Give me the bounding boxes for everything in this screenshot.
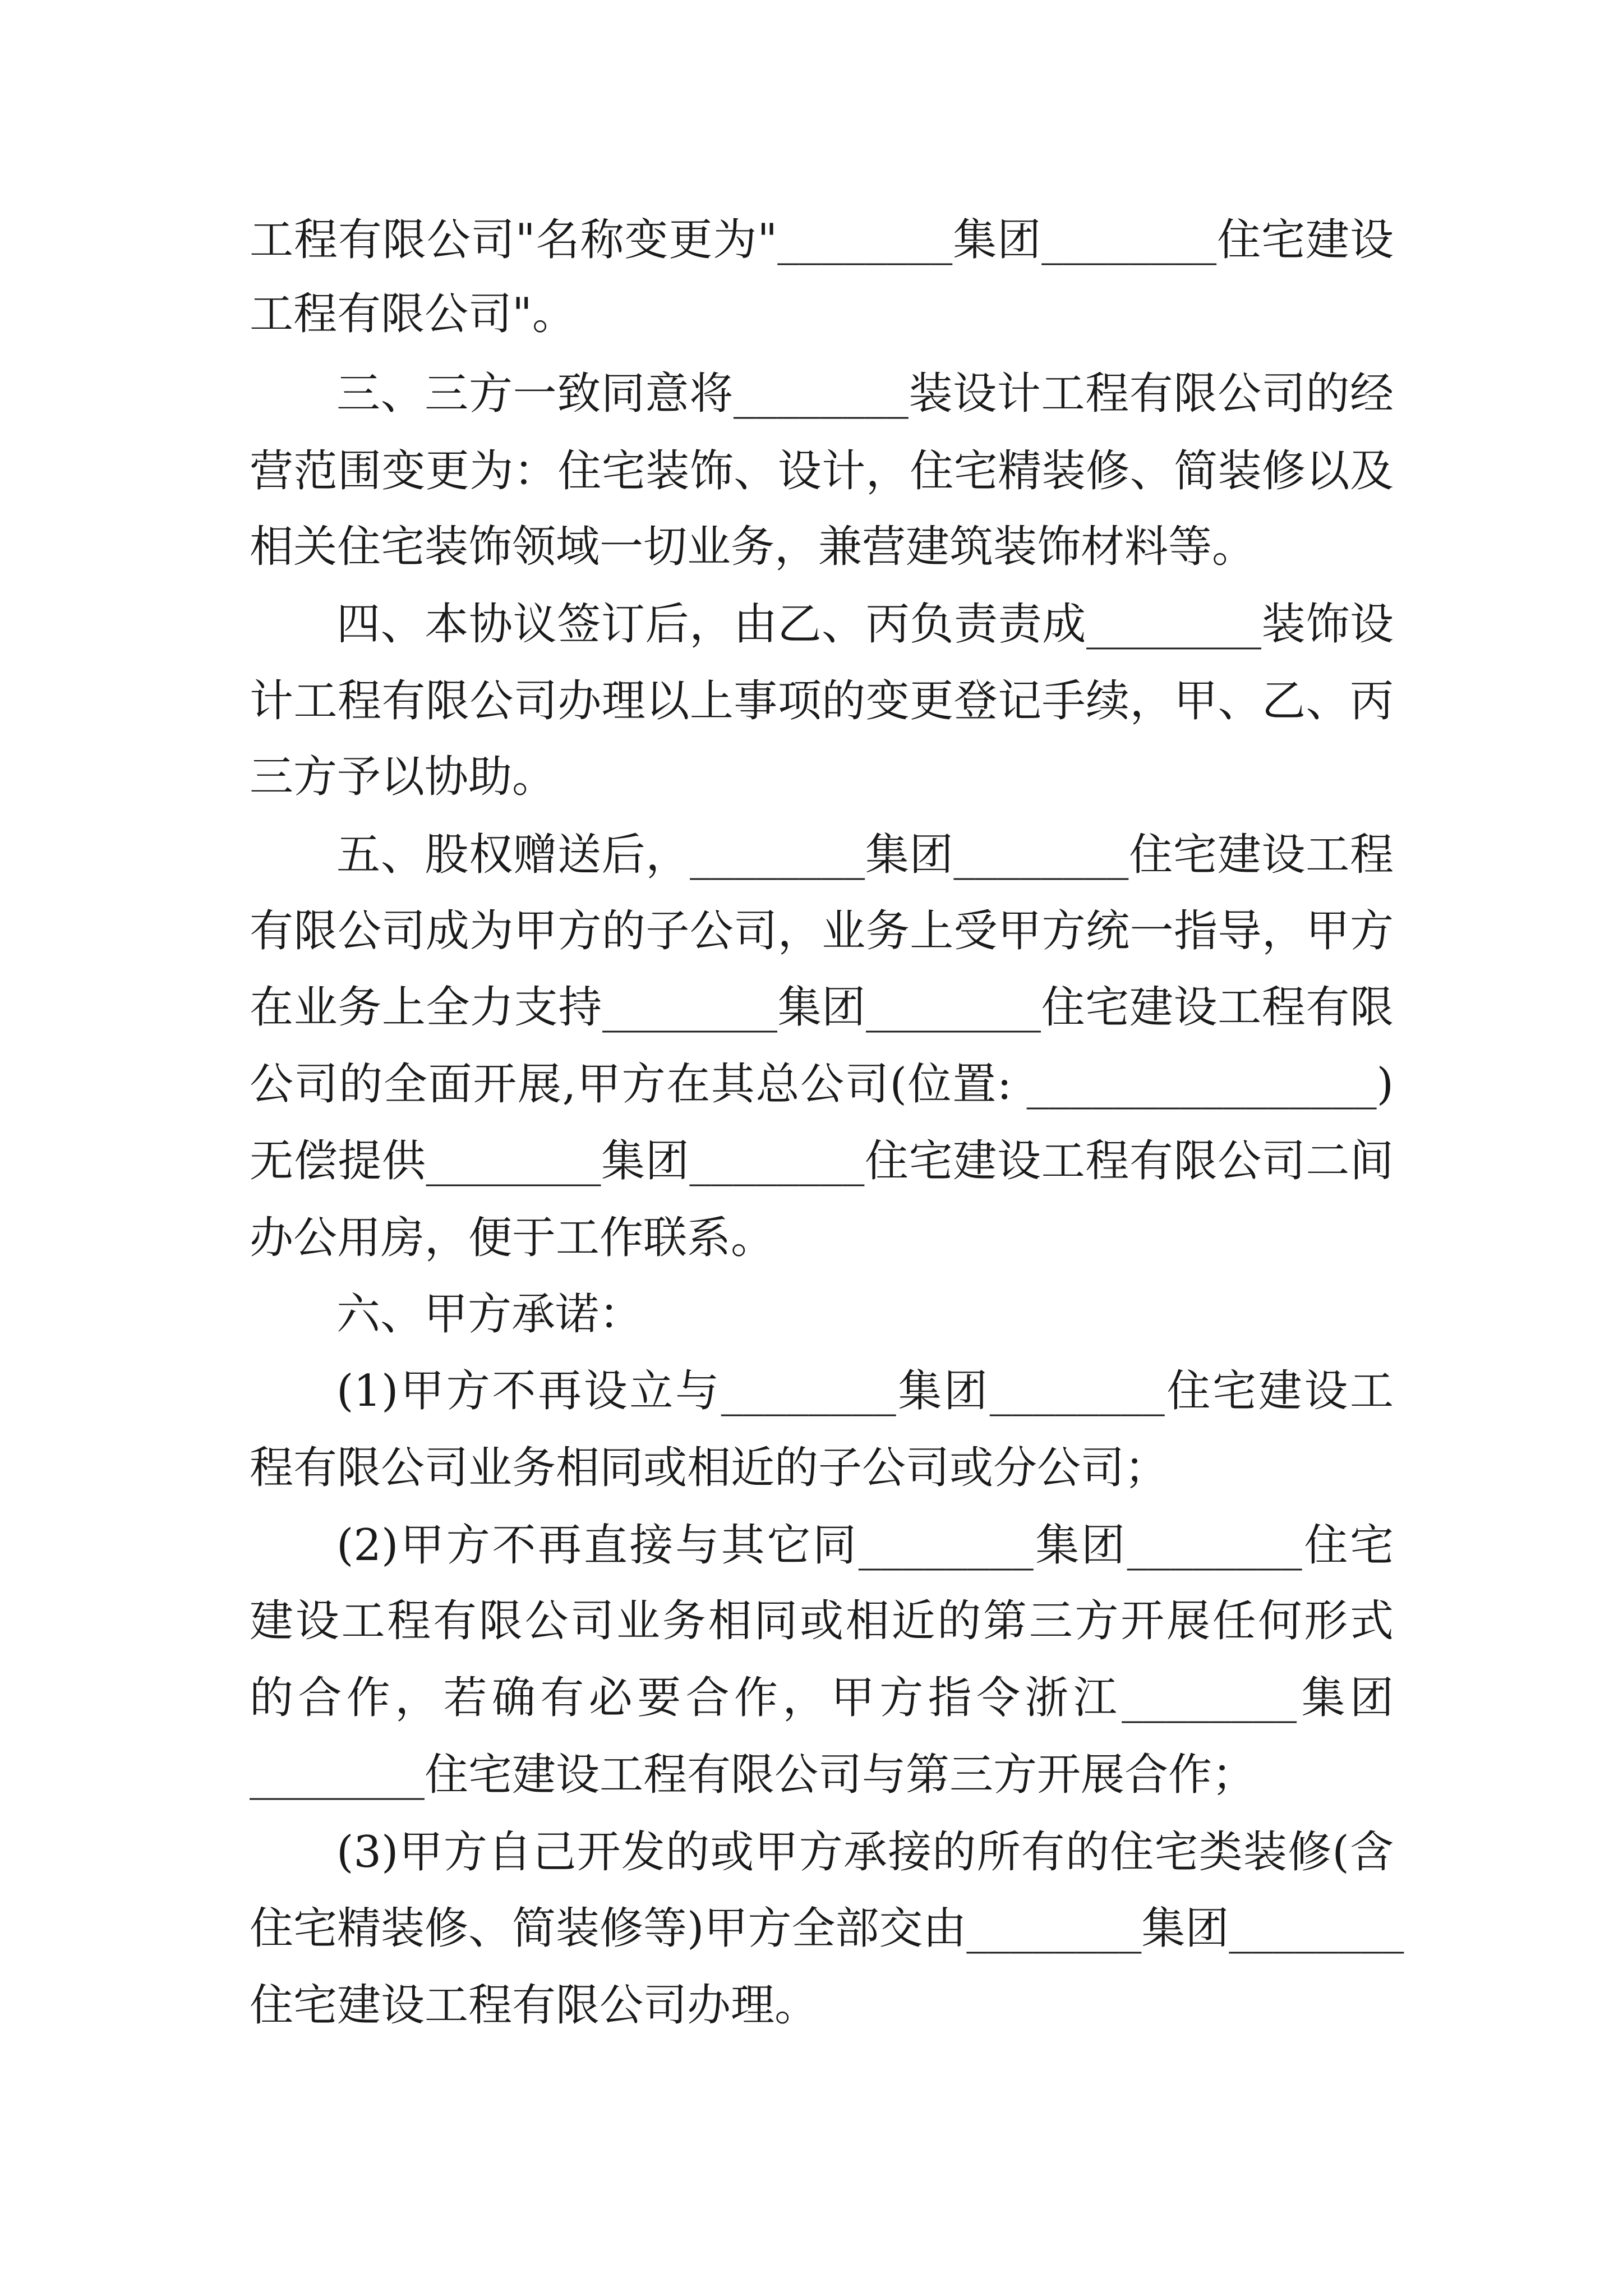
text-line: 在业务上全力支持________集团________住宅建设工程有限: [250, 982, 1394, 1033]
text-line: 住宅精装修、简装修等)甲方全部交由________集团________: [250, 1903, 1404, 1954]
text-line: 有限公司成为甲方的子公司，业务上受甲方统一指导，甲方: [250, 906, 1394, 956]
text-line: 建设工程有限公司业务相同或相近的第三方开展任何形式: [250, 1596, 1394, 1646]
text-line: 住宅建设工程有限公司办理。: [250, 1980, 819, 2031]
text-line: 工程有限公司"。: [250, 289, 576, 339]
text-line: 六、甲方承诺：: [336, 1289, 643, 1340]
text-line: ________住宅建设工程有限公司与第三方开展合作；: [250, 1750, 1256, 1800]
text-line: (1)甲方不再设立与________集团________住宅建设工: [336, 1366, 1394, 1416]
text-line: 五、股权赠送后，________集团________住宅建设工程: [336, 830, 1394, 880]
text-line: 工程有限公司"名称变更为"________集团________住宅建设: [250, 215, 1394, 265]
text-line: 公司的全面开展,甲方在其总公司(位置: ________________): [250, 1059, 1394, 1110]
text-line: 计工程有限公司办理以上事项的变更登记手续，甲、乙、丙: [250, 676, 1394, 726]
text-line: 程有限公司业务相同或相近的子公司或分公司；: [250, 1443, 1169, 1493]
text-line: 四、本协议签订后，由乙、丙负责责成________装饰设: [336, 599, 1394, 650]
text-line: 无偿提供________集团________住宅建设工程有限公司二间: [250, 1136, 1394, 1186]
text-line: 办公用房，便于工作联系。: [250, 1213, 775, 1263]
text-line: 相关住宅装饰领域一切业务，兼营建筑装饰材料等。: [250, 522, 1256, 572]
text-line: (2)甲方不再直接与其它同________集团________住宅: [336, 1520, 1394, 1571]
text-line: 三、三方一致同意将________装设计工程有限公司的经: [336, 369, 1394, 419]
text-line: 三方予以协助。: [250, 752, 556, 802]
text-line: (3)甲方自己开发的或甲方承接的所有的住宅类装修(含: [336, 1827, 1394, 1878]
text-line: 的合作，若确有必要合作，甲方指令浙江________集团: [250, 1673, 1394, 1723]
text-line: 营范围变更为：住宅装饰、设计，住宅精装修、简装修以及: [250, 446, 1394, 496]
